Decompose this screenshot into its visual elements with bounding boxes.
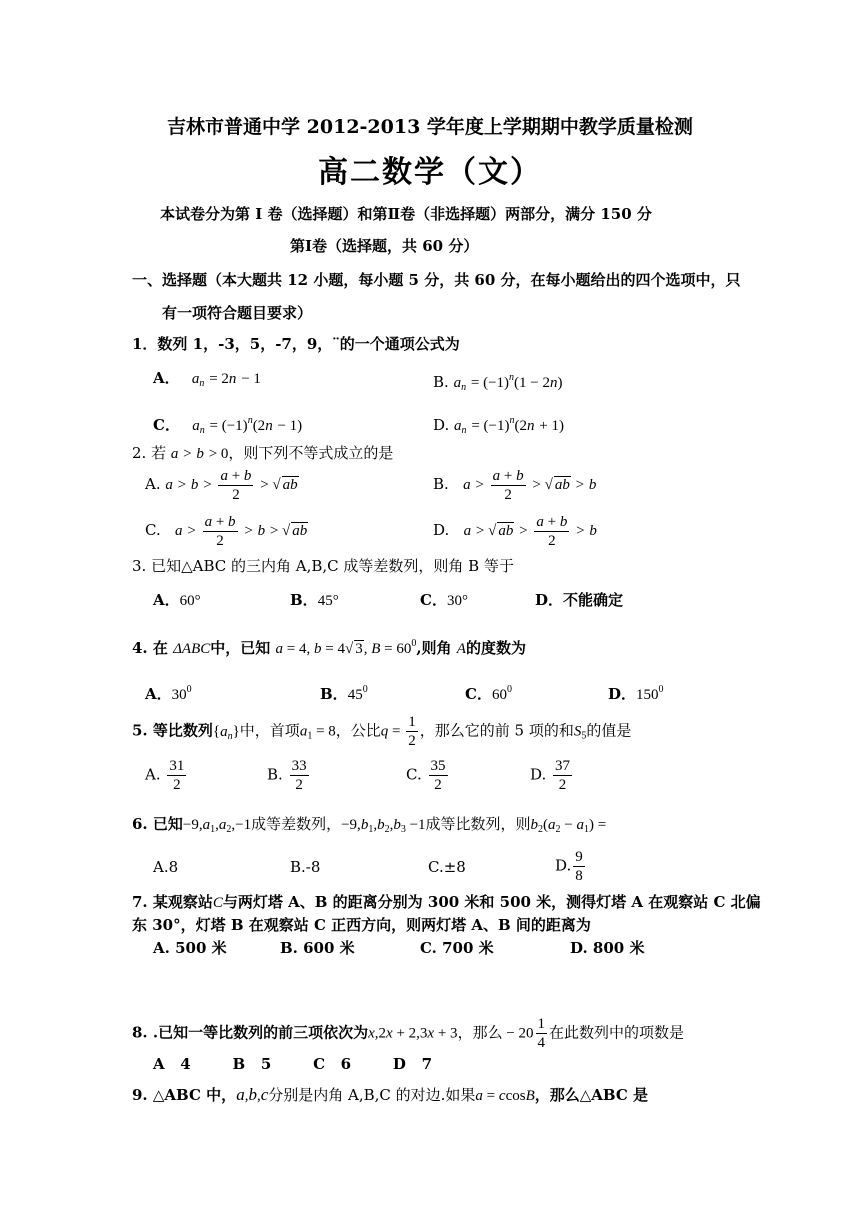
q5-stem-mid1: 中，首项: [239, 721, 300, 740]
q4-option-a: A．$30^0$: [145, 684, 192, 703]
q1-stem: 1．数列 1，-3，5，-7，9，¨的一个通项公式为: [132, 335, 460, 353]
q4-b-label: B．: [320, 685, 348, 703]
section-heading-line1: 一、选择题（本大题共 12 小题，每小题 5 分，共 60 分，在每小题给出的四个选项中，只: [132, 271, 741, 289]
q1-c-label: C．: [153, 416, 180, 434]
q3-stem: 3. 已知△ABC 的三内角 A,B,C 成等差数列，则角 B 等于: [132, 557, 514, 575]
q4-option-c: C．$60^0$: [465, 684, 512, 703]
q5-d-denominator: 2: [558, 777, 567, 793]
q8-stem-post: 在此数列中的项数是: [549, 1023, 685, 1042]
q3-c-label: C．: [420, 591, 447, 609]
q2-option-a: A. a > b > $\frac{a + b}{2}$ > √ ab: [145, 468, 298, 503]
q7-line2: 东 30°，灯塔 B 在观察站 C 正西方向，则两灯塔 A、B 间的距离为: [132, 916, 591, 934]
q3-a-value: 60°: [179, 593, 201, 609]
q3-b-label: B．: [290, 591, 318, 609]
q5-option-a: [145, 757, 188, 794]
q1-option-b: B. $a_n = (-1)^n(1 - 2n)$: [433, 372, 563, 393]
q2-a-label: A.: [145, 475, 161, 493]
q6-d-label: D.: [555, 856, 572, 875]
q5-option-d: [530, 757, 574, 794]
q8-stem: 8. .已知一等比数列的前三项依次为x,2x + 2,3x + 3，那么 − 20 $\frac{1}{4}$ 在此数列中的项数是: [132, 1016, 685, 1051]
q4-stem-end: 的度数为: [465, 639, 526, 657]
q3-d-label: D．: [535, 591, 564, 609]
q4-c-label: C．: [465, 685, 492, 703]
q4-stem-pre: 4. 在: [132, 639, 168, 657]
q9-stem-post: ，那么△ABC 是: [534, 1086, 649, 1104]
q3-option-a: [153, 590, 201, 611]
q5-b-denominator: 2: [295, 777, 303, 793]
q5-a-denominator: 2: [173, 777, 181, 793]
q6-option-c: C.±8: [428, 858, 466, 876]
q8-stem-mid: ，那么: [457, 1023, 503, 1042]
part1-heading: 第Ⅰ卷（选择题，共 60 分）: [290, 237, 479, 255]
q2-option-c: C. a > $\frac{a + b}{2}$ > b > √ ab: [145, 514, 308, 549]
q3-c-value: 30°: [446, 593, 468, 609]
q5-stem-mid2: ，公比: [335, 721, 381, 740]
q5-b-numerator: 33: [291, 758, 307, 774]
q4-stem-post: ,则角: [416, 639, 452, 657]
q7-option-c: C. 700 米: [420, 939, 494, 957]
q5-stem: 5. 等比数列$\{a_n\}$中，首项$a_1 = 8$，公比q = $\frac{1}{2}$ ，那么它的前 5 项的和$S_5$的值是: [132, 714, 632, 749]
q4-stem: 4. 在 ΔABC中，已知 a = 4, b = 4√ 3, $B = 60^0$,则角 A的度数为: [132, 638, 526, 657]
q9-stem-mid: 分别是内角 A,B,C 的对边.如果: [268, 1086, 476, 1104]
q6-option-a: A.8: [153, 858, 179, 876]
q2-stem-pre: 2. 若: [132, 444, 167, 462]
q2-c-label: C.: [145, 521, 161, 539]
q2-option-b: B. a > $\frac{a + b}{2}$ > √ ab > b: [433, 468, 597, 503]
q5-option-c: [406, 757, 450, 794]
q3-d-value: 不能确定: [563, 591, 624, 609]
q3-a-label: A．: [153, 591, 180, 609]
q6-d-denominator: 8: [575, 868, 583, 884]
q1-d-label: D.: [433, 416, 450, 434]
q5-a-label: A.: [145, 765, 161, 784]
q5-a-numerator: 31: [169, 758, 185, 774]
q5-d-label: D.: [530, 765, 547, 784]
q1-option-c: C． $a_n = (-1)^n(2n - 1)$: [153, 415, 303, 436]
q7-line1: 7. 某观察站C与两灯塔 A、B 的距离分别为 300 米和 500 米，测得灯塔 A 在观察站 C 北偏: [132, 893, 761, 911]
q8-stem-pre: 8. .已知一等比数列的前三项依次为: [132, 1023, 369, 1042]
q3-option-d: [535, 590, 623, 610]
q5-option-b: [267, 757, 311, 794]
q2-stem-post: ，则下列不等式成立的是: [228, 444, 394, 462]
q9-stem-pre: 9. △ABC 中，: [132, 1086, 237, 1104]
q8-options: A 4 B 5 C 6 D 7: [153, 1055, 433, 1073]
q3-option-b: [290, 590, 339, 611]
q5-stem-pre: 5. 等比数列: [132, 721, 213, 740]
section-heading-line2: 有一项符合题目要求）: [162, 304, 313, 322]
q4-a-label: A．: [145, 685, 172, 703]
q6-stem-mid: 成等差数列，: [251, 815, 342, 833]
exam-title: 吉林市普通中学 2012-2013 学年度上学期期中教学质量检测: [167, 116, 693, 138]
q7-option-a: A. 500 米: [153, 939, 227, 957]
q2-stem: 2. 若 a > b > 0，则下列不等式成立的是: [132, 444, 394, 462]
q5-b-label: B.: [267, 765, 283, 784]
exam-intro: 本试卷分为第 I 卷（选择题）和第Ⅱ卷（非选择题）两部分，满分 150 分: [160, 205, 652, 223]
q5-c-label: C.: [406, 765, 422, 784]
q3-option-c: [420, 590, 468, 611]
q5-c-denominator: 2: [434, 777, 442, 793]
q2-option-d: D. a > √ ab > $\frac{a + b}{2}$ > b: [433, 514, 597, 549]
q7-line1-pre: 7. 某观察站: [132, 893, 213, 911]
q4-option-d: D．$150^0$: [608, 684, 664, 703]
q1-b-label: B.: [433, 373, 449, 391]
q6-option-d: [555, 848, 587, 885]
q4-d-label: D．: [608, 685, 637, 703]
q5-stem-end: 的值是: [586, 721, 632, 740]
q6-stem-pre: 6. 已知: [132, 815, 183, 833]
q2-b-label: B.: [433, 475, 449, 493]
q5-stem-mid3: ，那么它的前 5 项的和: [419, 721, 574, 740]
q4-stem-mid: 中，已知: [210, 639, 271, 657]
q6-option-b: B.-8: [290, 858, 321, 876]
q6-stem-mid2: 成等比数列，则: [425, 815, 531, 833]
subject-title: 高二数学（文）: [318, 155, 542, 190]
q6-stem: 6. 已知$-9,a_1,a_2,-1$成等差数列，$-9,b_1,b_2,b_3 -1$成等比数列，则$b_2(a_2 - a_1)$ =: [132, 815, 607, 835]
q6-d-numerator: 9: [575, 849, 583, 865]
q1-option-a: A． $a_n = 2n - 1$: [153, 369, 261, 389]
q1-a-label: A．: [153, 369, 180, 387]
q7-option-d: D. 800 米: [570, 939, 645, 957]
q7-option-b: B. 600 米: [280, 939, 355, 957]
q4-option-b: B．$45^0$: [320, 684, 368, 703]
q5-d-numerator: 37: [555, 758, 571, 774]
q7-line1-post: 与两灯塔 A、B 的距离分别为 300 米和 500 米，测得灯塔 A 在观察站 C 北偏: [222, 893, 761, 911]
q9-stem: 9. △ABC 中，a,b,c分别是内角 A,B,C 的对边.如果a = ccosB，那么△ABC 是: [132, 1085, 649, 1104]
q1-option-d: D. $a_n = (-1)^n(2n + 1)$: [433, 415, 564, 436]
q3-b-value: 45°: [317, 593, 339, 609]
q5-c-numerator: 35: [430, 758, 446, 774]
q2-d-label: D.: [433, 521, 450, 539]
